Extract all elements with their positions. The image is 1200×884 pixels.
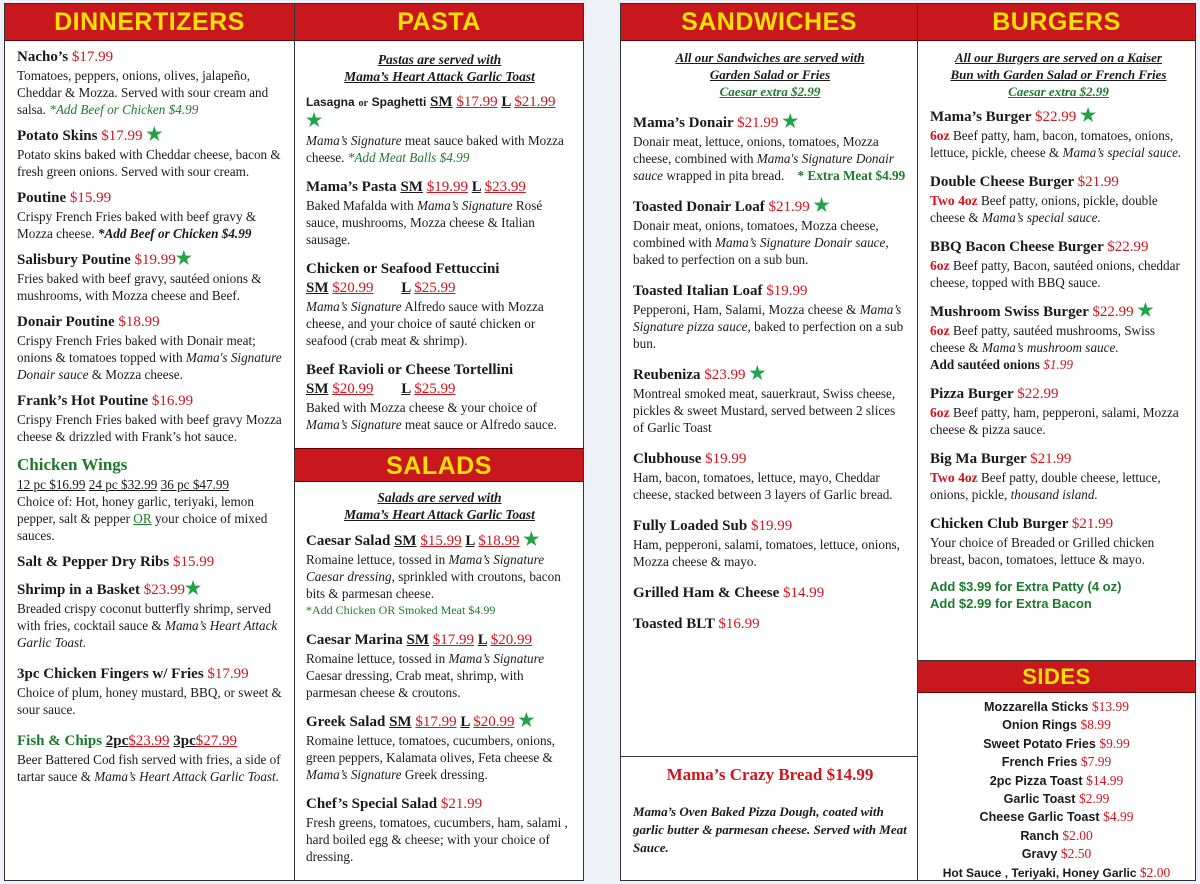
item-price: $19.99 [426,179,468,195]
item-name: Chicken Club Burger [930,516,1069,532]
item-price: $19.99 [750,518,793,534]
patty-size: 6oz [930,405,950,420]
item-price: $17.99 [71,49,114,65]
menu-item-ravioli [306,361,573,433]
size-label: L [401,381,411,397]
item-name: Poutine [17,190,67,206]
item-name: Caesar Marina [306,632,403,648]
salads-header: SALADS [295,448,583,482]
item-desc: Choice of plum, honey mustard, BBQ, or sweet & sour sauce. [17,685,282,717]
side-item: Onion Rings $8.99 [1002,717,1111,733]
item-price: $18.99 [478,533,520,549]
item-desc-italic: Mama’s special sauce. [1062,145,1182,160]
item-price: $20.99 [332,381,374,397]
item-desc: Beef patty, double cheese, lettuce, onions, pickle, [930,470,1161,502]
size-label: SM [406,632,430,648]
side-item: Cheese Garlic Toast $4.99 [979,809,1134,825]
menu-item-fish-chips [17,732,284,785]
item-name: Salisbury Poutine [17,252,131,268]
price-36pc: 36 pc $47.99 [160,477,230,492]
item-price: $21.99 [1030,451,1072,467]
item-name: Nacho’s [17,49,69,65]
size-label: L [477,632,487,648]
item-desc: Beer Battered Cod fish served with fries, a side of tartar sauce & [17,752,281,784]
item-desc: Romaine lettuce, tossed in [306,651,446,666]
item-desc: meat sauce baked with Mozza cheese. [306,133,564,165]
item-price: $17.99 [415,714,457,730]
item-desc: Your choice of Breaded or Grilled chicken breast, bacon, tomatoes, lettuce & mayo. [930,535,1155,567]
patty-size: Two 4oz [930,470,978,485]
item-price: $25.99 [414,381,456,397]
item-desc: Pepperoni, Ham, Salami, Mozza cheese & [633,302,857,317]
item-desc: wrapped in pita bread. [666,168,785,183]
item-desc-italic: Mama’s mushroom sauce. [982,340,1119,355]
menu-item-salisbury-poutine [17,248,284,304]
item-name: Mama’s Pasta [306,179,397,195]
star-icon: ★ [1137,300,1154,320]
side-item: Mozzarella Sticks $13.99 [984,699,1129,714]
star-icon: ★ [184,578,202,598]
side-item: French Fries $7.99 [1001,754,1112,770]
note-line: Caesar extra $2.99 [719,84,821,99]
menu-item-big-ma [930,450,1187,503]
item-price: $17.99 [432,632,475,648]
size-label: 2pc [105,733,129,749]
item-desc: Beef patty, ham, bacon, tomatoes, onions, lettuce, pickle, cheese & [930,128,1174,160]
item-price: $20.99 [332,280,374,296]
item-name: Toasted BLT [633,616,715,632]
note-line: Salads are served with [377,490,502,505]
item-name: Beef Ravioli or Cheese Tortellini [306,362,514,378]
menu-item-clubhouse [633,450,907,503]
item-price: $22.99 [1107,239,1149,255]
item-desc-italic: Mama’s Heart Attack Garlic Toast. [17,618,278,650]
item-price: $23.99 [704,367,746,383]
item-price: $21.99 [737,115,779,131]
note-line: Caesar extra $2.99 [1008,84,1109,99]
star-icon: ★ [146,124,163,144]
item-price: $21.99 [768,199,810,215]
item-name: Chef’s Special Salad [306,796,438,812]
side-item: 2pc Pizza Toast $14.99 [989,772,1124,788]
menu-item-chicken-club [930,515,1187,568]
item-price: $21.99 [440,796,483,812]
menu-item-mamas-donair [633,111,907,184]
size-label: SM [306,381,329,397]
item-desc: , sprinkled with croutons, bacon bits & parmesan cheese. [306,569,561,601]
item-price: $22.99 [1092,304,1134,320]
crazy-bread-box [621,756,917,880]
burgers-header: BURGERS [918,4,1195,41]
item-desc: Rosé sauce, mushrooms, Mozza cheese & Italian sausage. [306,198,543,247]
menu-item-caesar-marina [306,631,573,701]
item-name: Big Ma Burger [930,451,1027,467]
item-desc-italic: Mama’s Signature [416,198,513,213]
crazy-bread-desc: Mama’s Oven Baked Pizza Dough, coated with garlic butter & parmesan cheese. Served with Meat Sauce. [633,804,907,855]
note-line: All our Burgers are served on a Kaiser [955,50,1162,65]
extra-patty: Add $3.99 for Extra Patty (4 oz) [930,579,1122,594]
burgers-note [930,43,1187,100]
star-icon: ★ [1079,105,1097,125]
menu-item-nacho [17,48,284,118]
item-name: Potato Skins [17,128,98,144]
item-desc: Caesar dressing, Crab meat, shrimp, with parmesan cheese & croutons. [306,668,524,700]
item-desc-italic: thousand island. [1010,487,1098,502]
price-12pc: 12 pc $16.99 [17,477,86,492]
or-label: or [358,98,368,109]
size-label: SM [400,179,423,195]
note-line: Mama’s Heart Attack Garlic Toast [344,69,535,84]
size-label: SM [394,533,417,549]
item-price: $25.99 [414,280,456,296]
item-name: Caesar Salad [306,533,391,549]
crazy-bread-title: Mama’s Crazy Bread $14.99 [666,765,874,784]
item-desc: Romaine lettuce, tomatoes, cucumbers, onions, green peppers, Kalamata olives, Feta cheese & [306,733,556,765]
item-desc: Beef patty, onions, pickle, double cheese & [930,193,1158,225]
item-desc: Donair meat, onions, tomatoes, Mozza cheese, combined with [633,218,879,250]
menu-item-reubeniza [633,363,907,436]
item-desc: Alfredo sauce with Mozza cheese, and your choice of sauté chicken or seafood (crab meat & shrimp). [306,299,544,348]
item-desc: , baked to perfection on a sub bun. [633,235,889,267]
pasta-note [306,45,573,85]
item-addon: *Add Beef or Chicken $4.99 [49,102,199,117]
or-label: OR [133,511,152,526]
menu-item-lasagna [306,93,573,166]
item-desc-italic: Mama’s Signature pizza sauce [633,302,902,334]
menu-panel-left [4,3,584,881]
item-name: Greek Salad [306,714,386,730]
menu-item-italian-loaf [633,282,907,352]
item-addon: *Add Meat Balls $4.99 [347,150,470,165]
item-name: Toasted Donair Loaf [633,199,765,215]
salads-section [295,448,583,874]
item-price: $14.99 [782,585,825,601]
item-price: $16.99 [718,616,760,632]
item-price: $19.99 [705,451,747,467]
item-desc-italic: Mama’s Signature [306,299,402,314]
patty-size: 6oz [930,128,950,143]
item-desc-italic: Mama’s Signature [448,651,545,666]
star-icon: ★ [813,195,830,215]
item-desc: & Mozza cheese. [91,367,183,382]
patty-size: Two 4oz [930,193,978,208]
item-desc-italic: Mama’s Heart Attack Garlic Toast. [94,769,280,784]
menu-item-mamas-pasta [306,178,573,248]
size-label: SM [430,94,453,110]
item-desc: Crispy French Fries baked with beef gravy & Mozza cheese. [17,209,257,241]
menu-item-chicken-fingers [17,665,284,718]
item-price: $18.99 [118,314,160,330]
menu-item-fettuccini [306,260,573,349]
item-price: $16.99 [151,393,194,409]
item-name: Mama’s Donair [633,115,734,131]
menu-item-donair-poutine [17,313,284,383]
item-desc-italic: Mama’s Signature [306,417,402,432]
item-name: Lasagna [306,95,355,109]
item-desc-italic: Mama’s Signature [306,767,402,782]
menu-item-mushroom-swiss [930,300,1187,373]
item-desc: Potato skins baked with Cheddar cheese, bacon & fresh green onions. Served with sour cream. [17,147,281,179]
size-label: 3pc [173,733,196,749]
size-label: L [460,714,470,730]
item-price: $17.99 [207,666,249,682]
note-line: Pastas are served with [377,52,502,67]
sides-section [918,660,1195,880]
dinnertizers-column [5,4,295,880]
menu-item-pizza-burger [930,385,1187,438]
menu-item-donair-loaf [633,195,907,268]
item-name: Spaghetti [371,95,427,109]
item-desc: Ham, bacon, tomatoes, lettuce, mayo, Cheddar cheese, stacked between 3 layers of Garlic bread. [633,470,893,502]
item-price: $21.99 [1077,174,1119,190]
sandwiches-column [621,4,918,880]
item-desc: Donair meat, lettuce, onions, tomatoes, Mozza cheese, combined with [633,134,879,166]
item-addon: *Add Chicken OR Smoked Meat $4.99 [306,603,496,617]
item-price: $15.99 [172,554,215,570]
item-price: $15.99 [69,190,112,206]
item-price: $20.99 [490,632,532,648]
item-price: $27.99 [195,733,238,749]
menu-item-poutine [17,189,284,242]
size-label: SM [306,280,329,296]
item-price: $20.99 [473,714,515,730]
item-name: BBQ Bacon Cheese Burger [930,239,1104,255]
size-label: L [465,533,475,549]
side-item: Garlic Toast $2.99 [1003,791,1110,807]
item-name: 3pc Chicken Fingers w/ Fries [17,666,204,682]
item-desc: Choice of: Hot, honey garlic, teriyaki, lemon pepper, salt & pepper [17,494,254,526]
item-desc: Greek dressing. [404,767,488,782]
item-desc: Montreal smoked meat, sauerkraut, Swiss cheese, pickles & sweet Mustard, served between 2 slices of Garlic Toast [633,386,896,435]
side-item: Gravy $2.50 [1021,846,1092,862]
item-desc-italic: Mama's Signature Donair sauce [17,350,282,382]
item-name: Toasted Italian Loaf [633,283,763,299]
item-desc-italic: Mama’s Signature Caesar dressing [306,552,545,584]
price-24pc: 24 pc $32.99 [88,477,158,492]
size-label: L [471,179,481,195]
item-name: Shrimp in a Basket [17,582,140,598]
item-price: $17.99 [456,94,498,110]
sides-header: SIDES [918,661,1195,693]
item-desc: Tomatoes, peppers, onions, olives, jalapeño, Cheddar & Mozza. Served with sour cream and salsa. [17,68,269,117]
item-desc: Beef patty, ham, pepperoni, salami, Mozza cheese & pizza sauce. [930,405,1179,437]
star-icon: ★ [306,110,323,130]
menu-item-double-cheese [930,173,1187,226]
item-name: Fish & Chips [17,733,103,749]
item-price: $22.99 [1017,386,1059,402]
patty-size: 6oz [930,258,950,273]
item-name: Fully Loaded Sub [633,518,748,534]
salads-note [306,486,573,523]
item-desc: Baked Mafalda with [306,198,414,213]
item-desc: Fries baked with beef gravy, sautéed onions & mushrooms, with Mozza cheese and Beef. [17,271,262,303]
item-desc: meat sauce or Alfredo sauce. [404,417,557,432]
menu-item-shrimp [17,578,284,651]
note-line: Mama’s Heart Attack Garlic Toast [344,507,535,522]
item-addon-price: $1.99 [1043,357,1073,372]
star-icon: ★ [518,710,535,730]
item-name: Donair Poutine [17,314,115,330]
item-desc: Beef patty, sautéed mushrooms, Swiss cheese & [930,323,1155,355]
sandwiches-header: SANDWICHES [621,4,917,41]
item-desc-italic: Mama’s Signature [306,133,402,148]
item-name: Reubeniza [633,367,701,383]
burgers-sides-column [918,4,1195,880]
item-name: Mushroom Swiss Burger [930,304,1089,320]
item-name: Clubhouse [633,451,702,467]
size-label: L [501,94,511,110]
item-price: $19.99 [766,283,808,299]
item-desc: Breaded crispy coconut butterfly shrimp, served with fries, cocktail sauce & [17,601,272,633]
item-desc-italic: Mama’s Signature Donair sauce [715,235,886,250]
menu-item-chefs-salad [306,795,573,865]
item-price: $22.99 [1034,109,1077,125]
pasta-header: PASTA [295,4,583,41]
menu-panel-right [620,3,1196,881]
item-price: $21.99 [1071,516,1114,532]
item-price: $19.99 [134,252,176,268]
menu-item-loaded-sub [633,517,907,570]
star-icon: ★ [782,111,799,131]
item-name: Frank’s Hot Poutine [17,393,149,409]
note-line: Bun with Garden Salad or French Fries [950,67,1167,82]
item-name: Chicken or Seafood Fettuccini [306,261,500,277]
item-price: $23.99 [128,733,170,749]
item-price: $23.99 [143,582,185,598]
menu-item-caesar-salad [306,529,573,619]
item-desc: Beef patty, Bacon, sautéed onions, cheddar cheese, topped with BBQ sauce. [930,258,1180,290]
item-desc: Ham, pepperoni, salami, tomatoes, lettuce, onions, Mozza cheese & mayo. [633,537,900,569]
note-line: All our Sandwiches are served with [675,50,865,65]
item-name: Pizza Burger [930,386,1014,402]
item-price: $23.99 [484,179,526,195]
extra-bacon: Add $2.99 for Extra Bacon [930,596,1092,611]
item-addon: *Add Beef or Chicken $4.99 [97,226,252,241]
pasta-salads-column [295,4,583,880]
size-label: SM [389,714,412,730]
sides-list [918,693,1195,882]
side-item: Sweet Potato Fries $9.99 [983,735,1130,751]
item-desc: Baked with Mozza cheese & your choice of [306,400,538,415]
menu-item-greek-salad [306,710,573,783]
menu-item-franks-poutine [17,392,284,445]
item-desc: , baked to perfection on a sub bun. [633,319,904,351]
item-desc: Romaine lettuce, tossed in [306,552,446,567]
side-item: Ranch $2.00 [1020,827,1093,843]
star-icon: ★ [175,248,192,268]
item-desc: Crispy French Fries baked with Donair meat; onions & tomatoes topped with [17,333,256,365]
star-icon: ★ [523,529,540,549]
item-desc: Crispy French Fries baked with beef gravy Mozza cheese & drizzled with Frank’s hot sauce. [17,412,282,444]
item-price: $17.99 [101,128,143,144]
item-desc-italic: Mama’s special sauce. [982,210,1101,225]
item-price: $15.99 [420,533,462,549]
item-name: Mama’s Burger [930,109,1032,125]
menu-item-ham-cheese [633,584,907,603]
menu-item-potato-skins [17,124,284,180]
sandwiches-note [633,43,907,100]
item-addon: Add sautéed onions [930,357,1040,372]
item-name: Salt & Pepper Dry Ribs [17,554,170,570]
item-desc: your choice of mixed sauces. [17,511,268,543]
item-price: $21.99 [514,94,556,110]
item-name: Chicken Wings [17,455,128,474]
item-addon: * Extra Meat $4.99 [797,168,906,183]
item-desc-italic: Mama's Signature Donair sauce [633,151,894,183]
patty-size: 6oz [930,323,950,338]
menu-item-bbq-bacon [930,238,1187,291]
menu-item-chicken-wings [17,454,284,544]
item-name: Double Cheese Burger [930,174,1074,190]
menu-item-dry-ribs [17,553,284,572]
star-icon: ★ [749,363,766,383]
side-item: Hot Sauce , Teriyaki, Honey Garlic $2.00 [942,864,1171,880]
menu-item-blt [633,615,907,634]
size-label: L [401,280,411,296]
item-desc: Fresh greens, tomatoes, cucumbers, ham, salami , hard boiled egg & cheese; with your choice of dressing. [306,815,568,864]
item-name: Grilled Ham & Cheese [633,585,780,601]
menu-item-mamas-burger [930,105,1187,161]
dinnertizers-header: DINNERTIZERS [5,4,294,41]
note-line: Garden Salad or Fries [709,67,831,82]
